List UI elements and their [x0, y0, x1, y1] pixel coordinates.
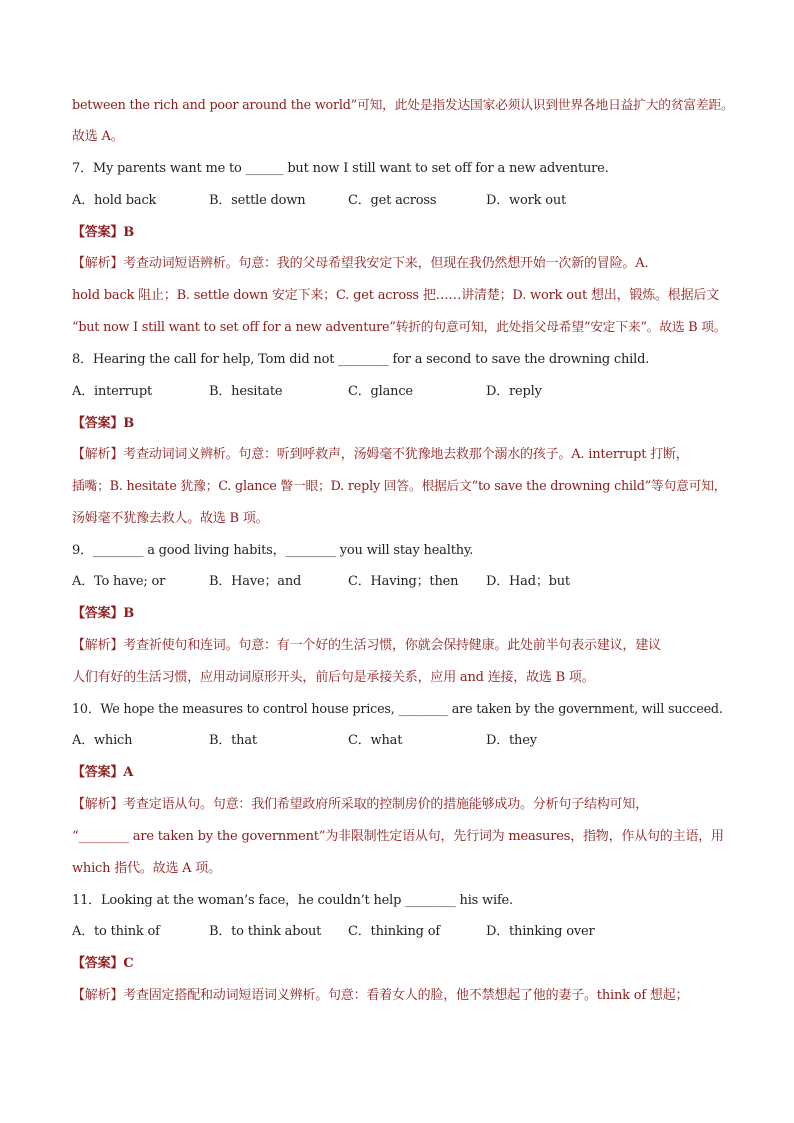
- analysis-8-line-3: 汤姆毫不犹豫去救人。故选 B 项。: [72, 511, 269, 526]
- option-a: A．interrupt: [72, 384, 152, 399]
- option-a: A．to think of: [72, 924, 160, 939]
- analysis-7-line-3: “but now I still want to set off for a new adventure”转折的句意可知，此处指父母希望“安定下来”。故选 B 项。: [72, 320, 727, 335]
- intro-line-1: between the rich and poor around the world”可知，此处是指发达国家必须认识到世界各地日益扩大的贫富差距。: [72, 98, 734, 113]
- analysis-9-line-1: 【解析】考查祈使句和连词。句意：有一个好的生活习惯，你就会保持健康。此处前半句表示建议，建议: [72, 638, 661, 653]
- analysis-10-line-1: 【解析】考查定语从句。句意：我们希望政府所采取的控制房价的措施能够成功。分析句子结构可知，: [72, 797, 649, 812]
- option-a: A．To have; or: [72, 574, 166, 589]
- analysis-7-line-2: hold back 阻止；B. settle down 安定下来；C. get across 把……讲清楚；D. work out 想出，锻炼。根据后文: [72, 288, 719, 303]
- analysis-10-line-3: which 指代。故选 A 项。: [72, 861, 221, 876]
- question-stem-7: 7．My parents want me to ______ but now I still want to set off for a new adventure.: [72, 161, 609, 176]
- question-stem-10: 10．We hope the measures to control house prices, ________ are taken by the government, will succeed.: [72, 702, 723, 717]
- question-stem-8: 8．Hearing the call for help, Tom did not ________ for a second to save the drowning child.: [72, 352, 650, 367]
- option-a: A．which: [72, 733, 133, 748]
- option-c: C．what: [348, 733, 403, 748]
- answer-9: 【答案】B: [72, 606, 134, 621]
- answer-8: 【答案】B: [72, 416, 134, 431]
- option-d: D．Had；but: [486, 574, 570, 589]
- option-c: C．Having；then: [348, 574, 459, 589]
- option-c: C．glance: [348, 384, 413, 399]
- option-b: B．to think about: [209, 924, 322, 939]
- answer-7: 【答案】B: [72, 225, 134, 240]
- question-stem-9: 9．________ a good living habits，________ you will stay healthy.: [72, 543, 474, 558]
- analysis-7-line-1: 【解析】考查动词短语辨析。句意：我的父母希望我安定下来，但现在我仍然想开始一次新的冒险。A.: [72, 256, 649, 271]
- answer-11: 【答案】C: [72, 956, 134, 971]
- option-d: D．thinking over: [486, 924, 595, 939]
- option-b: B．Have；and: [209, 574, 302, 589]
- option-b: B．that: [209, 733, 257, 748]
- analysis-8-line-2: 插嘴；B. hesitate 犹豫；C. glance 瞥一眼；D. reply 回答。根据后文“to save the drowning child”等句意可知，: [72, 479, 727, 494]
- option-d: D．they: [486, 733, 537, 748]
- option-c: C．get across: [348, 193, 437, 208]
- option-c: C．thinking of: [348, 924, 440, 939]
- analysis-9-line-2: 人们有好的生活习惯，应用动词原形开头，前后句是承接关系，应用 and 连接，故选 B 项。: [72, 670, 595, 685]
- analysis-11-line-1: 【解析】考查固定搭配和动词短语词义辨析。句意：看着女人的脸，他不禁想起了他的妻子。think of 想起；: [72, 988, 689, 1003]
- option-d: D．work out: [486, 193, 567, 208]
- option-d: D．reply: [486, 384, 542, 399]
- intro-line-2: 故选 A。: [72, 129, 124, 144]
- option-b: B．hesitate: [209, 384, 283, 399]
- question-stem-11: 11．Looking at the woman’s face，he couldn’t help ________ his wife.: [72, 893, 513, 908]
- option-b: B．settle down: [209, 193, 306, 208]
- analysis-8-line-1: 【解析】考查动词词义辨析。句意：听到呼救声，汤姆毫不犹豫地去救那个溺水的孩子。A. interrupt 打断，: [72, 447, 689, 462]
- answer-10: 【答案】A: [72, 765, 134, 780]
- analysis-10-line-2: “________ are taken by the government”为非限制性定语从句，先行词为 measures，指物，作从句的主语，用: [72, 829, 724, 844]
- option-a: A．hold back: [72, 193, 157, 208]
